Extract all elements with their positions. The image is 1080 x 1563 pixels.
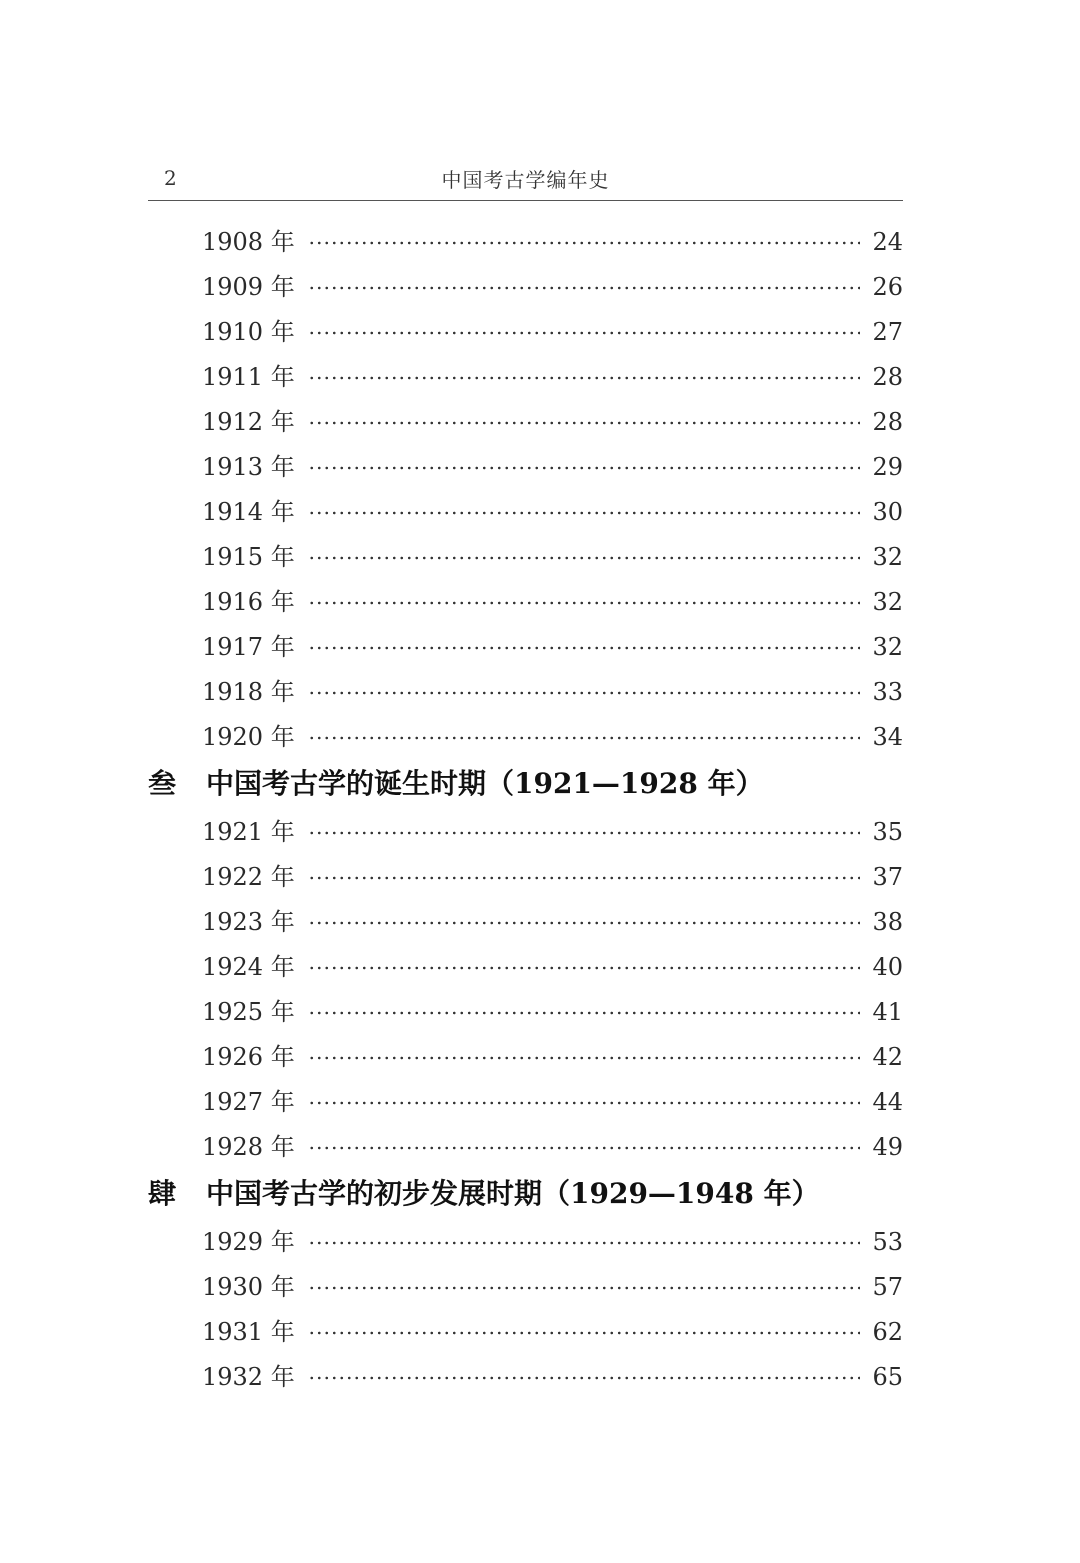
toc-entry-page: 32 <box>872 543 903 571</box>
dot-leader <box>308 876 860 880</box>
dot-leader <box>308 1011 860 1015</box>
toc-entry[interactable] <box>148 445 903 490</box>
dot-leader <box>308 601 860 605</box>
toc-group-continued <box>148 220 903 760</box>
toc-entry[interactable] <box>148 990 903 1035</box>
toc-entry-page: 28 <box>872 408 903 436</box>
dot-leader <box>308 1146 860 1150</box>
toc-entry-year: 1926 年 <box>202 1043 295 1071</box>
toc-entry-page: 32 <box>872 633 903 661</box>
toc-entry-page: 38 <box>872 908 903 936</box>
toc-entry-page: 65 <box>872 1363 903 1391</box>
toc-entry-year: 1914 年 <box>202 498 295 526</box>
toc-entry-year: 1920 年 <box>202 723 295 751</box>
toc-entry-year: 1910 年 <box>202 318 295 346</box>
dot-leader <box>308 1376 860 1380</box>
toc-entry-page: 32 <box>872 588 903 616</box>
dot-leader <box>308 511 860 515</box>
toc-entry-year: 1931 年 <box>202 1318 295 1346</box>
toc-entry[interactable] <box>148 355 903 400</box>
toc-entry-year: 1927 年 <box>202 1088 295 1116</box>
section-heading[interactable] <box>148 1170 903 1220</box>
toc-entry-page: 35 <box>872 818 903 846</box>
toc-entry-year: 1923 年 <box>202 908 295 936</box>
toc-entry[interactable] <box>148 670 903 715</box>
dot-leader <box>308 286 860 290</box>
toc-entry-year: 1930 年 <box>202 1273 295 1301</box>
toc-entry-year: 1925 年 <box>202 998 295 1026</box>
toc-entry[interactable] <box>148 1080 903 1125</box>
toc-entry-page: 37 <box>872 863 903 891</box>
dot-leader <box>308 421 860 425</box>
toc-entry[interactable] <box>148 580 903 625</box>
toc-entry[interactable] <box>148 1125 903 1170</box>
toc-entry-year: 1918 年 <box>202 678 295 706</box>
toc-entry-year: 1932 年 <box>202 1363 295 1391</box>
section-title: 中国考古学的诞生时期（1921—1928 年） <box>206 767 764 800</box>
toc-entry[interactable] <box>148 855 903 900</box>
dot-leader <box>308 646 860 650</box>
table-of-contents <box>148 220 903 1400</box>
toc-entry-year: 1917 年 <box>202 633 295 661</box>
toc-entry-year: 1916 年 <box>202 588 295 616</box>
section-numeral: 肆 <box>148 1177 177 1210</box>
toc-entry-page: 44 <box>872 1088 903 1116</box>
toc-entry[interactable] <box>148 535 903 580</box>
dot-leader <box>308 1056 860 1060</box>
toc-entry-page: 29 <box>872 453 903 481</box>
toc-entry-year: 1912 年 <box>202 408 295 436</box>
dot-leader <box>308 831 860 835</box>
toc-section-3 <box>148 760 903 1170</box>
toc-entry[interactable] <box>148 1035 903 1080</box>
toc-entry-page: 41 <box>872 998 903 1026</box>
toc-entry[interactable] <box>148 625 903 670</box>
toc-entry-page: 27 <box>872 318 903 346</box>
dot-leader <box>308 376 860 380</box>
toc-entry[interactable] <box>148 400 903 445</box>
page-number: 2 <box>164 166 177 190</box>
toc-entry-page: 57 <box>872 1273 903 1301</box>
dot-leader <box>308 466 860 470</box>
toc-entry-page: 33 <box>872 678 903 706</box>
toc-entry-page: 53 <box>872 1228 903 1256</box>
toc-entry[interactable] <box>148 900 903 945</box>
toc-entry[interactable] <box>148 1265 903 1310</box>
toc-entry-year: 1922 年 <box>202 863 295 891</box>
dot-leader <box>308 736 860 740</box>
toc-entry[interactable] <box>148 1355 903 1400</box>
toc-entry-year: 1913 年 <box>202 453 295 481</box>
toc-entry-page: 40 <box>872 953 903 981</box>
section-heading[interactable] <box>148 760 903 810</box>
toc-entry[interactable] <box>148 1310 903 1355</box>
toc-entry-year: 1909 年 <box>202 273 295 301</box>
toc-entry[interactable] <box>148 490 903 535</box>
toc-section-4 <box>148 1170 903 1400</box>
dot-leader <box>308 966 860 970</box>
dot-leader <box>308 331 860 335</box>
section-title: 中国考古学的初步发展时期（1929—1948 年） <box>206 1177 820 1210</box>
toc-entry-year: 1928 年 <box>202 1133 295 1161</box>
toc-entry-year: 1924 年 <box>202 953 295 981</box>
dot-leader <box>308 1241 860 1245</box>
toc-entry-page: 62 <box>872 1318 903 1346</box>
toc-entry-year: 1921 年 <box>202 818 295 846</box>
toc-entry-page: 28 <box>872 363 903 391</box>
book-title: 中国考古学编年史 <box>441 168 610 192</box>
toc-entry-page: 34 <box>872 723 903 751</box>
toc-entry-page: 49 <box>872 1133 903 1161</box>
page-header <box>148 160 903 201</box>
section-numeral: 叁 <box>148 767 177 800</box>
toc-entry[interactable] <box>148 1220 903 1265</box>
dot-leader <box>308 921 860 925</box>
toc-entry-page: 26 <box>872 273 903 301</box>
dot-leader <box>308 556 860 560</box>
toc-entry[interactable] <box>148 265 903 310</box>
dot-leader <box>308 1331 860 1335</box>
dot-leader <box>308 691 860 695</box>
toc-entry[interactable] <box>148 810 903 855</box>
toc-entry-year: 1908 年 <box>202 228 295 256</box>
dot-leader <box>308 1101 860 1105</box>
toc-entry[interactable] <box>148 945 903 990</box>
toc-entry[interactable] <box>148 220 903 265</box>
toc-entry-year: 1929 年 <box>202 1228 295 1256</box>
toc-entry-year: 1911 年 <box>202 363 295 391</box>
toc-entry-page: 42 <box>872 1043 903 1071</box>
dot-leader <box>308 1286 860 1290</box>
dot-leader <box>308 241 860 245</box>
toc-entry[interactable] <box>148 715 903 760</box>
toc-entry-year: 1915 年 <box>202 543 295 571</box>
toc-entry[interactable] <box>148 310 903 355</box>
toc-entry-page: 30 <box>872 498 903 526</box>
toc-entry-page: 24 <box>872 228 903 256</box>
